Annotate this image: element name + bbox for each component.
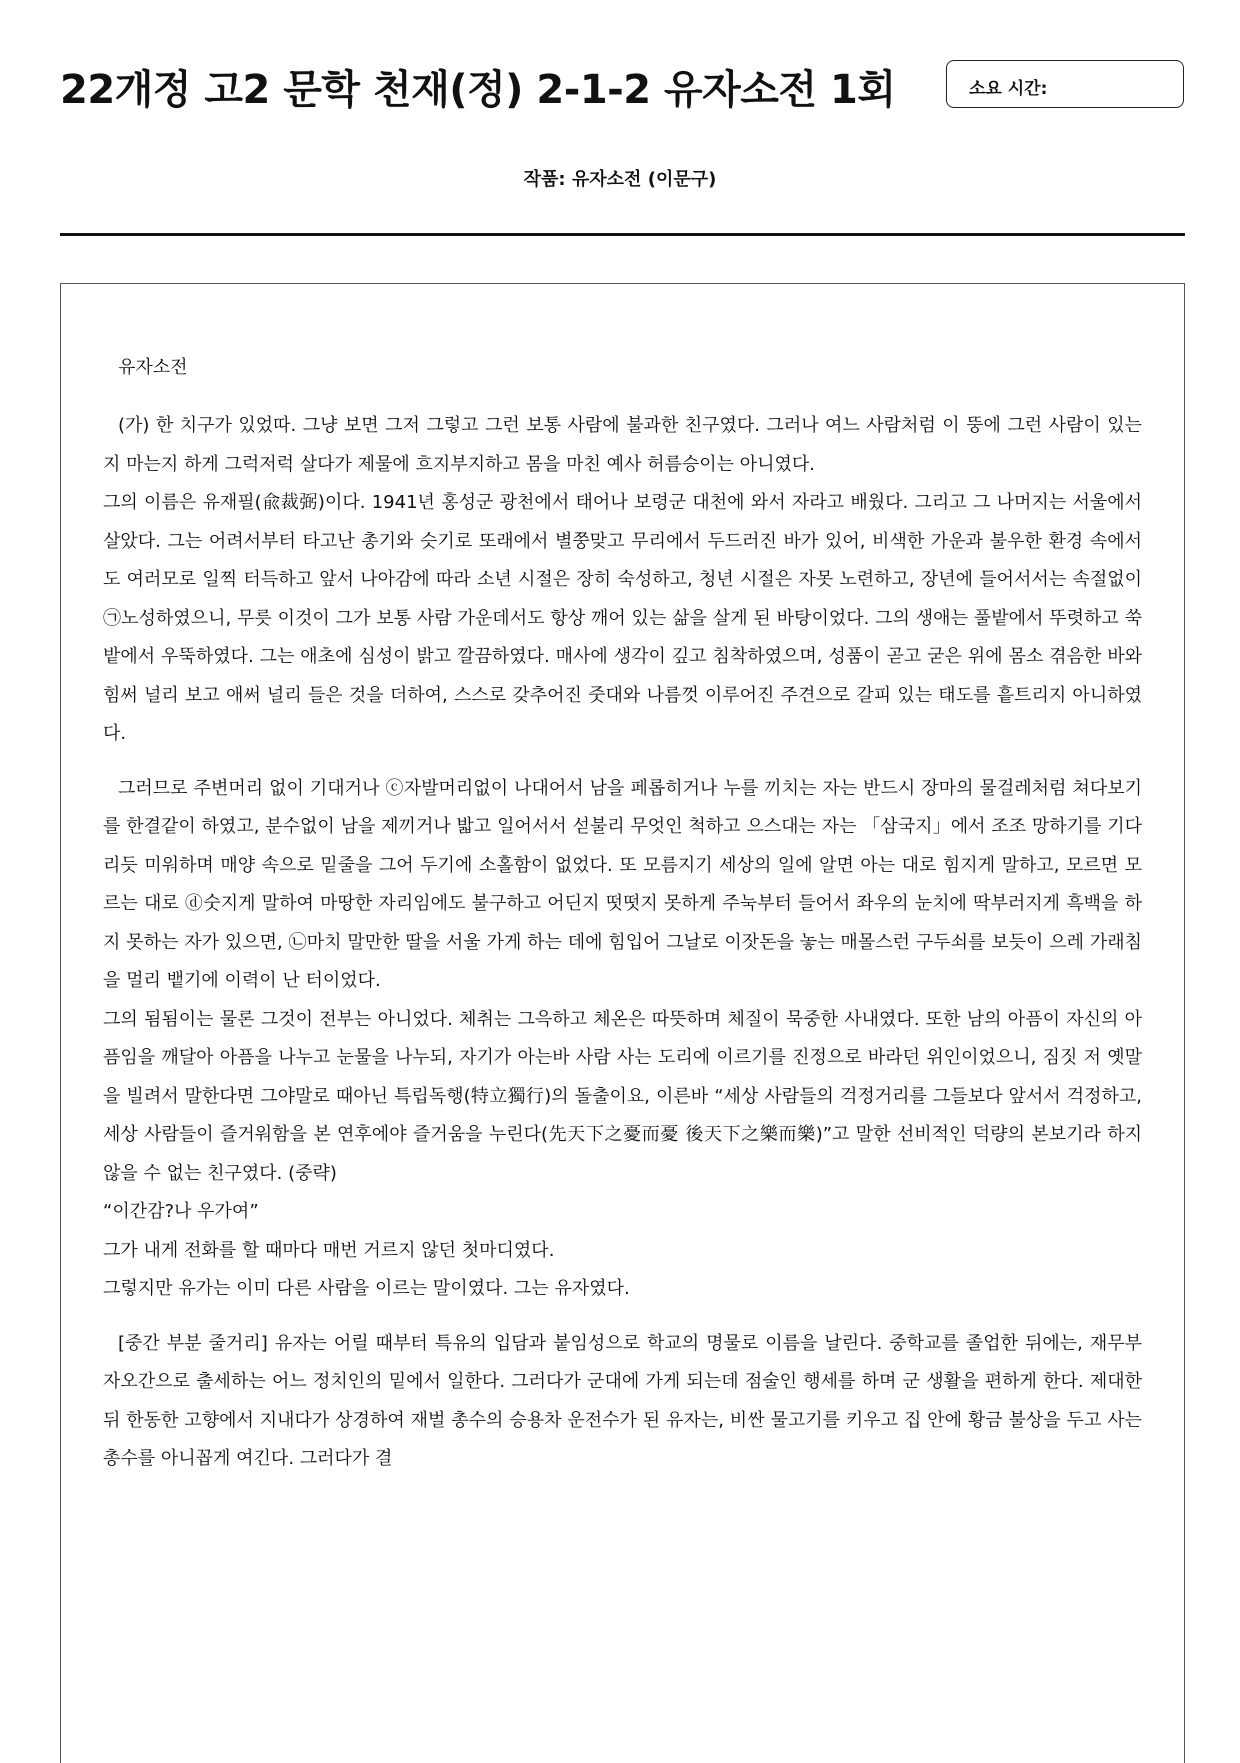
- passage-paragraph: 그의 됨됨이는 물론 그것이 전부는 아니었다. 체취는 그윽하고 체온은 따뜻하며 체질이 묵중한 사내였다. 또한 남의 아픔이 자신의 아픔임을 깨달아 아픔을 나누고 눈물을 나누되, 자기가 아는바 사람 사는 도리에 이르기를 진정으로 바라던 위인이었으니, 짐짓 저 옛말을 빌려서 말한다면 그야말로 때아닌 특립독행(特立獨行)의 돌출이요, 이른바 “세상 사람들의 걱정거리를 그들보다 앞서서 걱정하고, 세상 사람들이 즐거워함을 본 연후에야 즐거움을 누린다(先天下之憂而憂 後天下之樂而樂)”고 말한 선비적인 덕량의 본보기라 하지 않을 수 없는 친구였다. (중략): [103, 1008, 1142, 1184]
- passage-paragraph: (가) 한 치구가 있었따. 그냥 보면 그저 그렇고 그런 보통 사람에 불과한 친구였다. 그러나 여느 사람처럼 이 뚱에 그런 사람이 있는지 마는지 하게 그럭저럭 살다가 제물에 흐지부지하고 몸을 마친 예사 허름승이는 아니였다.: [103, 415, 1142, 475]
- passage-paragraph: 그의 이름은 유재필(兪裁弼)이다. 1941년 홍성군 광천에서 태어나 보령군 대천에 와서 자라고 배웠다. 그리고 그 나머지는 서울에서 살았다. 그는 어려서부터 타고난 총기와 슷기로 또래에서 별쭝맞고 무리에서 두드러진 바가 있어, 비색한 가운과 불우한 환경 속에서도 여러모로 일찍 터득하고 앞서 나아감에 따라 소년 시절은 장히 숙성하고, 청년 시절은 자못 노련하고, 장년에 들어서서는 속절없이 ㉠노성하였으니, 무릇 이것이 그가 보통 사람 가운데서도 항상 깨어 있는 삶을 살게 된 바탕이었다. 그의 생애는 풀밭에서 뚜렷하고 쑥밭에서 우뚝하였다. 그는 애초에 심성이 밝고 깔끔하였다. 매사에 생각이 깊고 침착하였으며, 성품이 곧고 굳은 위에 몸소 겪음한 바와 힘써 널리 보고 애써 널리 들은 것을 더하여, 스스로 갖추어진 줏대와 나름껏 이루어진 주견으로 갈피 있는 태도를 흩트리지 아니하였다.: [103, 492, 1142, 744]
- passage-paragraph: 그렇지만 유가는 이미 다른 사람을 이르는 말이였다. 그는 유자였다.: [103, 1278, 630, 1299]
- worksheet-title: 22개정 고2 문학 천재(정) 2-1-2 유자소전 1회: [60, 67, 896, 113]
- time-box: [946, 60, 1184, 108]
- header-divider: [60, 233, 1185, 236]
- passage-paragraph: 그가 내게 전화를 할 때마다 매번 거르지 않던 첫마디였다.: [103, 1239, 555, 1261]
- dialogue-line: “이간감?나 우가여”: [103, 1201, 259, 1222]
- work-label: 작품: 유자소전 (이문구): [523, 169, 717, 190]
- passage-title: 유자소전: [118, 357, 188, 378]
- passage-paragraph: 그러므로 주변머리 없이 기대거나 ⓒ자발머리없이 나대어서 남을 페롭히거나 누를 끼치는 자는 반드시 장마의 물걸레처럼 쳐다보기를 한결같이 하였고, 분수없이 남을 제끼거나 밟고 일어서서 섣불리 무엇인 척하고 으스대는 자는 「삼국지」에서 조조 망하기를 기다리듯 미워하며 매양 속으로 밑줄을 그어 두기에 소홀함이 없었다. 또 모름지기 세상의 일에 알면 아는 대로 힘지게 말하고, 모르면 모르는 대로 ⓓ숫지게 말하여 마땅한 자리임에도 불구하고 어딘지 떳떳지 못하게 주눅부터 들어서 좌우의 눈치에 딱부러지게 흑백을 하지 못하는 자가 있으면, ㉡마치 말만한 딸을 서울 가게 하는 데에 힘입어 그날로 이잣돈을 놓는 매몰스런 구두쇠를 보듯이 으레 가래침을 멀리 뱉기에 이력이 난 터이었다.: [103, 777, 1142, 991]
- plot-summary: [중간 부분 줄거리] 유자는 어릴 때부터 특유의 입담과 붙임성으로 학교의 명물로 이름을 날린다. 중학교를 졸업한 뒤에는, 재무부 자오간으로 출세하는 어느 정치인의 밑에서 일한다. 그러다가 군대에 가게 되는데 점술인 행세를 하며 군 생활을 편하게 한다. 제대한 뒤 한동한 고향에서 지내다가 상경하여 재벌 총수의 승용차 운전수가 된 유자는, 비싼 물고기를 키우고 집 안에 황금 불상을 두고 사는 총수를 아니꼽게 여긴다. 그러다가 결: [103, 1332, 1142, 1469]
- time-label: 소요 시간:: [969, 79, 1048, 99]
- passage-box: [60, 283, 1185, 1763]
